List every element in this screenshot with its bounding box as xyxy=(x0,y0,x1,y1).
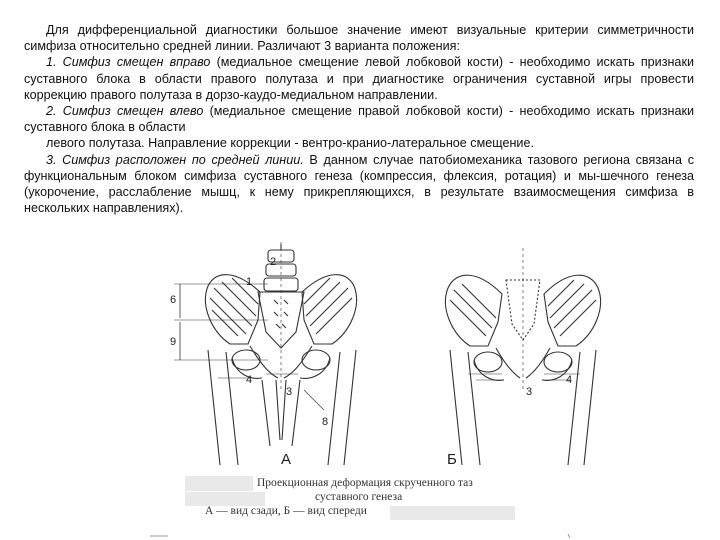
paragraph-variant-2: 2. Симфиз смещен влево (медиальное смещение правой лобковой кости) - необходимо искать признаки суставного блока в области xyxy=(24,104,694,135)
paragraph-variant-2-cont: левого полутаза. Направление коррекции - вентро-кранио-латеральное смещение. xyxy=(46,136,534,151)
pelvis-illustration xyxy=(150,240,690,470)
dimension-label-4a: 4 xyxy=(246,374,253,386)
page-bottom-marks xyxy=(150,533,570,539)
paragraph-variant-1: 1. Симфиз смещен вправо (медиальное смещение левой лобковой кости) - необходимо искать признаки суставного блока в области правого полутаза и при диагностике ограничения суставной игры провести коррекцию правого полутаза в дорзо-каудо-медиальном направлении. xyxy=(24,55,694,102)
variant-3-heading: 3. Симфиз расположен по средней линии. xyxy=(46,152,304,167)
dimension-label-3b: 3 xyxy=(526,386,533,398)
dimension-label-9: 9 xyxy=(170,336,177,348)
paragraph-intro: Для дифференциальной диагностики большое значение имеют визуальные критерии симметричности симфиза относительно средней линии. Различают 3 варианта положения: xyxy=(24,23,694,54)
paragraph-variant-3: 3. Симфиз расположен по средней линии. В данном случае патобиомеханика тазового региона связана с функциональным блоком симфиза суставного генеза (компрессия, флексия, ротация) и мы-шечного генеза (укорочение, расслабление мышц, к нему прикрепляющихся, в результате взаимосмещения симфиза в нескольких направлениях). xyxy=(24,152,694,216)
figure-label-b: Б xyxy=(447,451,457,468)
pelvis-figure xyxy=(150,240,690,470)
caption-line-3: А — вид сзади, Б — вид спереди xyxy=(205,505,367,517)
caption-line-2: суставного генеза xyxy=(315,491,403,503)
dimension-label-6: 6 xyxy=(170,294,177,306)
caption-line-1: Проекционная деформация скрученного таз xyxy=(257,477,473,489)
figure-label-a: А xyxy=(281,451,292,468)
pelvis-view-a xyxy=(174,242,357,465)
dimension-label-8: 8 xyxy=(322,416,329,428)
dimension-label-4b: 4 xyxy=(566,374,573,386)
variant-2-heading: 2. Симфиз смещен влево xyxy=(46,104,204,119)
dimension-label-1: 1 xyxy=(246,276,253,288)
dimension-label-2: 2 xyxy=(270,256,277,268)
article-text xyxy=(24,22,694,216)
dimension-label-3a: 3 xyxy=(286,386,293,398)
pelvis-view-b xyxy=(445,248,600,465)
variant-1-heading: 1. Симфиз смещен вправо xyxy=(46,55,211,70)
